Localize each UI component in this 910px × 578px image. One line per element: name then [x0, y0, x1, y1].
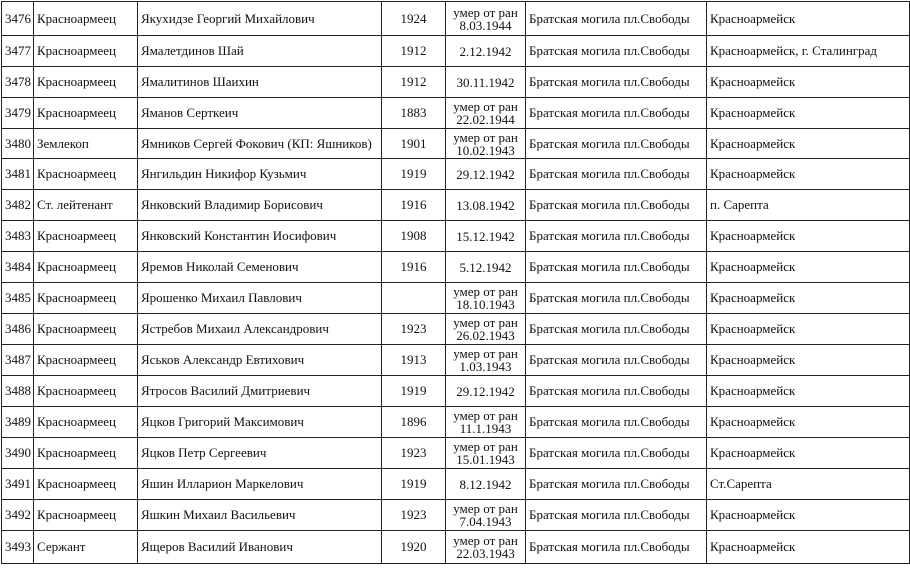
burial-site-cell: Братская могила пл.Свободы [526, 221, 707, 252]
table-row [2, 2, 910, 36]
place-cell: Красноармейск [707, 221, 910, 252]
table-row [2, 98, 910, 129]
person-name-cell: Ямников Сергей Фокович (КП: Яшников) [138, 129, 382, 159]
record-number-cell: 3488 [2, 376, 34, 407]
death-date-cell: умер от ран 1.03.1943 [446, 345, 526, 376]
birth-year-cell: 1908 [382, 221, 446, 252]
record-number-cell: 3489 [2, 407, 34, 438]
rank-cell: Красноармеец [34, 469, 138, 500]
record-number-cell: 3491 [2, 469, 34, 500]
birth-year-cell: 1883 [382, 98, 446, 129]
table-row [2, 469, 910, 500]
burial-site-cell: Братская могила пл.Свободы [526, 2, 707, 36]
burial-site-cell: Братская могила пл.Свободы [526, 36, 707, 67]
birth-year-cell [382, 283, 446, 314]
rank-cell: Красноармеец [34, 67, 138, 98]
birth-year-cell: 1912 [382, 36, 446, 67]
record-number-cell: 3477 [2, 36, 34, 67]
record-number-cell: 3480 [2, 129, 34, 159]
person-name-cell: Ятросов Василий Дмитриевич [138, 376, 382, 407]
person-name-cell: Янковский Владимир Борисович [138, 190, 382, 221]
place-cell: Красноармейск, г. Сталинград [707, 36, 910, 67]
person-name-cell: Ямалитинов Шаихин [138, 67, 382, 98]
person-name-cell: Яцков Григорий Максимович [138, 407, 382, 438]
rank-cell: Красноармеец [34, 345, 138, 376]
record-number-cell: 3486 [2, 314, 34, 345]
table-row [2, 36, 910, 67]
burial-site-cell: Братская могила пл.Свободы [526, 314, 707, 345]
burial-site-cell: Братская могила пл.Свободы [526, 345, 707, 376]
table-row [2, 376, 910, 407]
place-cell: Красноармейск [707, 129, 910, 159]
rank-cell: Красноармеец [34, 407, 138, 438]
table-row [2, 190, 910, 221]
table-row [2, 67, 910, 98]
birth-year-cell: 1919 [382, 469, 446, 500]
birth-year-cell: 1919 [382, 159, 446, 190]
place-cell: Красноармейск [707, 283, 910, 314]
record-number-cell: 3493 [2, 531, 34, 564]
burial-site-cell: Братская могила пл.Свободы [526, 159, 707, 190]
table-body [2, 2, 910, 564]
table-row [2, 500, 910, 531]
table-row [2, 252, 910, 283]
record-number-cell: 3476 [2, 2, 34, 36]
place-cell: Красноармейск [707, 159, 910, 190]
record-number-cell: 3482 [2, 190, 34, 221]
birth-year-cell: 1923 [382, 438, 446, 469]
person-name-cell: Ямалетдинов Шай [138, 36, 382, 67]
place-cell: Красноармейск [707, 98, 910, 129]
burial-records-table [1, 1, 910, 564]
place-cell: Красноармейск [707, 407, 910, 438]
death-date-cell: умер от ран 11.1.1943 [446, 407, 526, 438]
table-row [2, 345, 910, 376]
record-number-cell: 3483 [2, 221, 34, 252]
person-name-cell: Яманов Серткеич [138, 98, 382, 129]
record-number-cell: 3478 [2, 67, 34, 98]
person-name-cell: Ястребов Михаил Александрович [138, 314, 382, 345]
place-cell: Красноармейск [707, 531, 910, 564]
burial-site-cell: Братская могила пл.Свободы [526, 129, 707, 159]
burial-site-cell: Братская могила пл.Свободы [526, 500, 707, 531]
death-date-cell: 2.12.1942 [446, 36, 526, 67]
person-name-cell: Яремов Николай Семенович [138, 252, 382, 283]
burial-site-cell: Братская могила пл.Свободы [526, 252, 707, 283]
burial-site-cell: Братская могила пл.Свободы [526, 469, 707, 500]
rank-cell: Красноармеец [34, 500, 138, 531]
place-cell: Красноармейск [707, 438, 910, 469]
record-number-cell: 3487 [2, 345, 34, 376]
burial-site-cell: Братская могила пл.Свободы [526, 98, 707, 129]
death-date-cell: 8.12.1942 [446, 469, 526, 500]
death-date-cell: умер от ран 10.02.1943 [446, 129, 526, 159]
birth-year-cell: 1923 [382, 314, 446, 345]
birth-year-cell: 1916 [382, 190, 446, 221]
record-number-cell: 3485 [2, 283, 34, 314]
table-row [2, 159, 910, 190]
rank-cell: Красноармеец [34, 98, 138, 129]
table-row [2, 407, 910, 438]
death-date-cell: 30.11.1942 [446, 67, 526, 98]
place-cell: Красноармейск [707, 314, 910, 345]
place-cell: Ст.Сарепта [707, 469, 910, 500]
rank-cell: Ст. лейтенант [34, 190, 138, 221]
rank-cell: Красноармеец [34, 252, 138, 283]
birth-year-cell: 1913 [382, 345, 446, 376]
person-name-cell: Ящеров Василий Иванович [138, 531, 382, 564]
rank-cell: Красноармеец [34, 36, 138, 67]
burial-site-cell: Братская могила пл.Свободы [526, 407, 707, 438]
person-name-cell: Яськов Александр Евтихович [138, 345, 382, 376]
place-cell: Красноармейск [707, 67, 910, 98]
birth-year-cell: 1901 [382, 129, 446, 159]
person-name-cell: Ярошенко Михаил Павлович [138, 283, 382, 314]
birth-year-cell: 1919 [382, 376, 446, 407]
burial-site-cell: Братская могила пл.Свободы [526, 283, 707, 314]
death-date-cell: 29.12.1942 [446, 159, 526, 190]
burial-site-cell: Братская могила пл.Свободы [526, 67, 707, 98]
place-cell: Красноармейск [707, 345, 910, 376]
place-cell: Красноармейск [707, 252, 910, 283]
birth-year-cell: 1912 [382, 67, 446, 98]
death-date-cell: 5.12.1942 [446, 252, 526, 283]
place-cell: Красноармейск [707, 500, 910, 531]
rank-cell: Сержант [34, 531, 138, 564]
rank-cell: Красноармеец [34, 314, 138, 345]
rank-cell: Красноармеец [34, 283, 138, 314]
burial-site-cell: Братская могила пл.Свободы [526, 190, 707, 221]
death-date-cell: умер от ран 22.02.1944 [446, 98, 526, 129]
rank-cell: Красноармеец [34, 438, 138, 469]
record-number-cell: 3481 [2, 159, 34, 190]
death-date-cell: 29.12.1942 [446, 376, 526, 407]
death-date-cell: умер от ран 7.04.1943 [446, 500, 526, 531]
rank-cell: Красноармеец [34, 159, 138, 190]
table-row [2, 221, 910, 252]
birth-year-cell: 1916 [382, 252, 446, 283]
birth-year-cell: 1923 [382, 500, 446, 531]
record-number-cell: 3479 [2, 98, 34, 129]
table-row [2, 129, 910, 159]
burial-site-cell: Братская могила пл.Свободы [526, 438, 707, 469]
rank-cell: Красноармеец [34, 2, 138, 36]
rank-cell: Землекоп [34, 129, 138, 159]
record-number-cell: 3484 [2, 252, 34, 283]
rank-cell: Красноармеец [34, 376, 138, 407]
birth-year-cell: 1920 [382, 531, 446, 564]
birth-year-cell: 1896 [382, 407, 446, 438]
death-date-cell: 15.12.1942 [446, 221, 526, 252]
table-row [2, 438, 910, 469]
death-date-cell: 13.08.1942 [446, 190, 526, 221]
death-date-cell: умер от ран 26.02.1943 [446, 314, 526, 345]
place-cell: п. Сарепта [707, 190, 910, 221]
birth-year-cell: 1924 [382, 2, 446, 36]
person-name-cell: Янковский Константин Иосифович [138, 221, 382, 252]
person-name-cell: Яцков Петр Сергеевич [138, 438, 382, 469]
person-name-cell: Яшкин Михаил Васильевич [138, 500, 382, 531]
death-date-cell: умер от ран 18.10.1943 [446, 283, 526, 314]
burial-site-cell: Братская могила пл.Свободы [526, 376, 707, 407]
burial-site-cell: Братская могила пл.Свободы [526, 531, 707, 564]
death-date-cell: умер от ран 15.01.1943 [446, 438, 526, 469]
person-name-cell: Янгильдин Никифор Кузьмич [138, 159, 382, 190]
place-cell: Красноармейск [707, 2, 910, 36]
death-date-cell: умер от ран 22.03.1943 [446, 531, 526, 564]
person-name-cell: Якухидзе Георгий Михайлович [138, 2, 382, 36]
rank-cell: Красноармеец [34, 221, 138, 252]
record-number-cell: 3492 [2, 500, 34, 531]
place-cell: Красноармейск [707, 376, 910, 407]
table-row [2, 531, 910, 564]
table-row [2, 314, 910, 345]
record-number-cell: 3490 [2, 438, 34, 469]
death-date-cell: умер от ран 8.03.1944 [446, 2, 526, 36]
person-name-cell: Яшин Илларион Маркелович [138, 469, 382, 500]
table-row [2, 283, 910, 314]
